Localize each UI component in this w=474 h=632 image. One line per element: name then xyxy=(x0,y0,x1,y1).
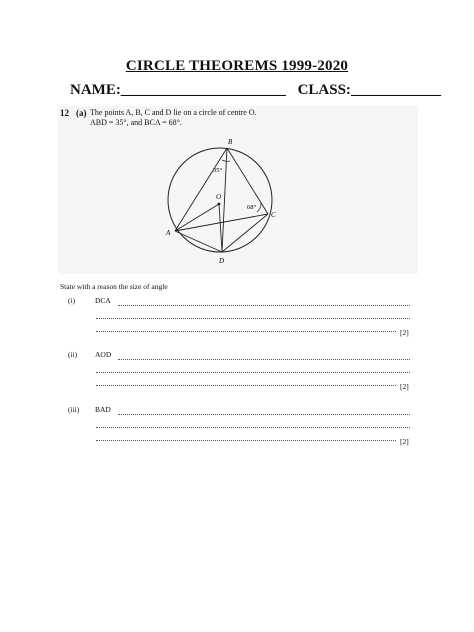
question-number: 12 xyxy=(60,108,69,118)
point-label-d: D xyxy=(219,257,225,265)
answer-line[interactable] xyxy=(118,305,410,306)
name-class-row xyxy=(70,82,441,99)
point-label-b: B xyxy=(228,138,233,146)
angle-label-68: 68° xyxy=(247,204,257,211)
point-label-c: C xyxy=(271,211,276,219)
item-ii-number: (ii) xyxy=(68,350,78,359)
circle-diagram xyxy=(160,134,280,274)
answer-line[interactable] xyxy=(118,414,410,415)
answer-line[interactable] xyxy=(96,372,410,373)
chord-ab xyxy=(175,148,227,231)
answer-line[interactable] xyxy=(96,318,410,319)
class-label: CLASS: xyxy=(297,82,351,98)
item-iii-angle: BAD xyxy=(95,405,111,414)
item-ii-angle: AOD xyxy=(95,350,112,359)
item-i-number: (i) xyxy=(68,296,76,305)
point-label-a: A xyxy=(166,229,171,237)
angle-label-35: 35° xyxy=(213,167,223,174)
question-line-2: ABD = 35°, and BCA = 68°. xyxy=(90,118,182,127)
answer-line[interactable] xyxy=(96,427,410,428)
answer-line[interactable] xyxy=(96,331,396,332)
point-label-o: O xyxy=(216,193,222,201)
question-part: (a) xyxy=(76,108,87,118)
name-label: NAME: xyxy=(70,82,121,98)
centre-dot xyxy=(218,203,221,206)
question-line-1: The points A, B, C and D lie on a circle of centre O. xyxy=(90,108,257,117)
marks-label: [2] xyxy=(400,328,409,337)
chord-dc xyxy=(222,214,268,252)
answer-line[interactable] xyxy=(96,385,396,386)
chord-bd xyxy=(222,148,227,252)
marks-label: [2] xyxy=(400,382,409,391)
answer-line[interactable] xyxy=(96,440,396,441)
item-i-angle: DCA xyxy=(95,296,111,305)
marks-label: [2] xyxy=(400,437,409,446)
question-text xyxy=(90,108,350,128)
item-iii-number: (iii) xyxy=(68,405,80,414)
radius-od xyxy=(219,204,222,252)
chord-ad xyxy=(175,231,222,252)
class-blank: ____________ xyxy=(350,82,441,98)
worksheet-title: CIRCLE THEOREMS 1999-2020 xyxy=(125,58,349,74)
name-blank: ______________________ xyxy=(120,82,286,98)
angle-arc-c xyxy=(257,203,261,212)
instruction-text: State with a reason the size of angle xyxy=(60,282,168,291)
answer-line[interactable] xyxy=(118,359,410,360)
